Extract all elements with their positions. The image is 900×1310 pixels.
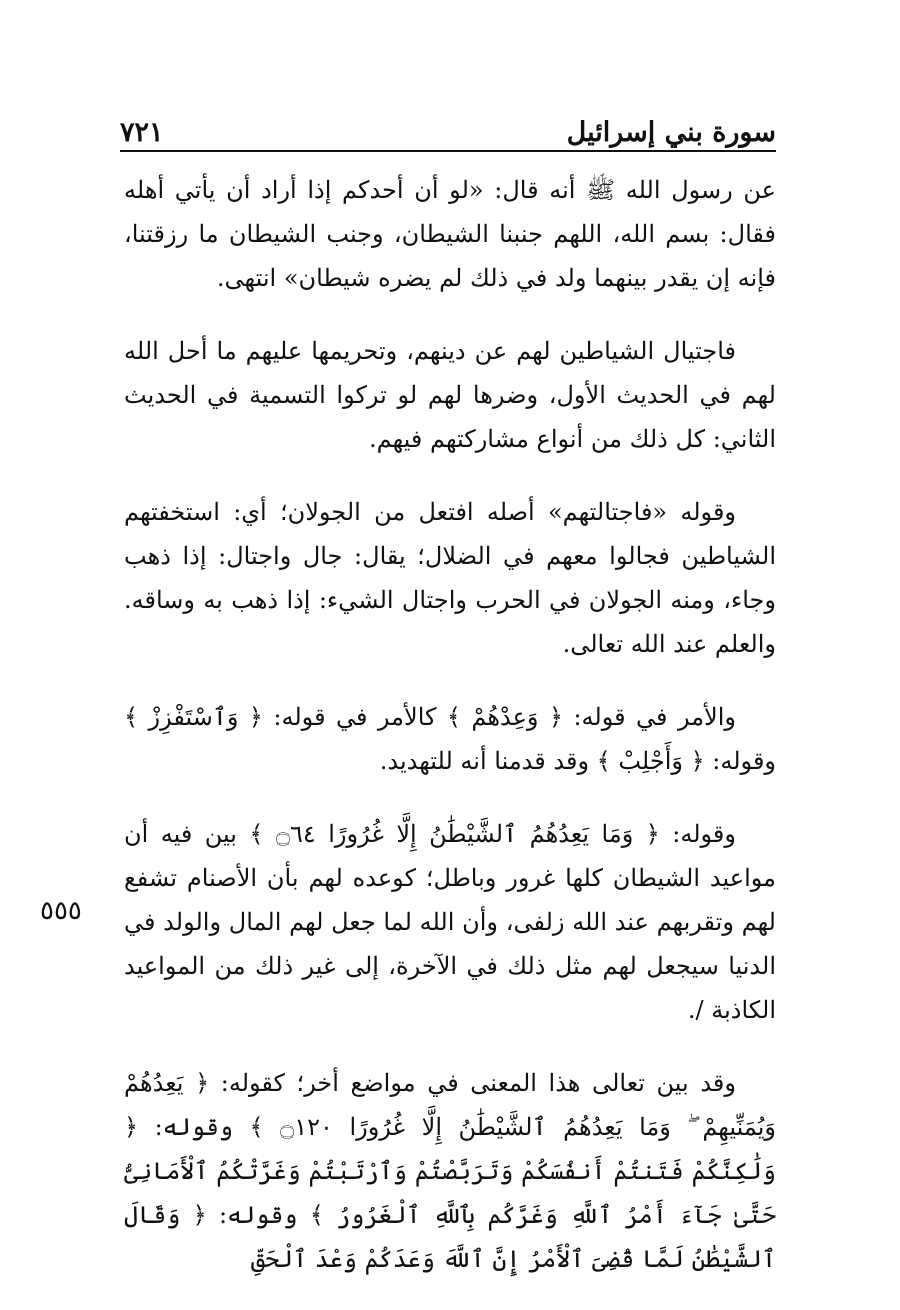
paragraph-mawaid: وقوله: ﴿ وَمَا يَعِدُهُمُ ٱلشَّيْطَٰنُ إِلَّا غُرُورًا ۝٦٤ ﴾ بين فيه أن مواعيد الشيطان كلها غرور وباطل؛ كوعده لهم بأن الأصنام تشفع لهم وتقربهم عند الله زلفى، وأن الله لما جعل لهم المال والولد في الدنيا سيجعل لهم مثل ذلك في الآخرة، إلى غير ذلك من المواعيد الكاذبة /. [124,820,776,1024]
body-text [124,168,776,1310]
page-number: ٧٢١ [120,117,164,148]
paragraph-ijtiyal: فاجتيال الشياطين لهم عن دينهم، وتحريمها عليهم ما أحل الله لهم في الحديث الأول، وضرها لهم لو تركوا التسمية في الحديث الثاني: كل ذلك من أنواع مشاركتهم فيهم. [124,337,776,453]
margin-page-reference: ٥٥٥ [40,896,82,926]
paragraph-amr-tahdid: والأمر في قوله: ﴿ وَعِدْهُمْ ﴾ كالأمر في قوله: ﴿ وَٱسْتَفْزِزْ ﴾ وقوله: ﴿ وَأَجْلِبْ ﴾ وقد قدمنا أنه للتهديد. [124,703,776,775]
paragraph-hadith: عن رسول الله ﷺ أنه قال: «لو أن أحدكم إذا أراد أن يأتي أهله فقال: بسم الله، اللهم جنبنا الشيطان، وجنب الشيطان ما رزقتنا، فإنه إن يقدر بينهما ولد في ذلك لم يضره شيطان» انتهى. [124,176,776,292]
paragraph-ijtalathum: وقوله «فاجتالتهم» أصله افتعل من الجولان؛ أي: استخفتهم الشياطين فجالوا معهم في الضلال؛ يقال: جال واجتال: إذا ذهب وجاء، ومنه الجولان في الحرب واجتال الشيء: إذا ذهب به وساقه. والعلم عند الله تعالى. [124,498,776,658]
surah-title: سورة بني إسرائيل [566,117,776,148]
page-header [120,98,776,152]
paragraph-other-verses: وقد بين تعالى هذا المعنى في مواضع أخر؛ كقوله: ﴿ يَعِدُهُمْ وَيُمَنِّيهِمْ ۖ وَمَا يَعِدُهُمُ ٱلشَّيْطَٰنُ إِلَّا غُرُورًا ۝١٢٠ ﴾ وقوله: ﴿ وَلَٰكِنَّكُمْ فَتَنتُمْ أَنفُسَكُمْ وَتَرَبَّصْتُمْ وَٱرْتَبْتُمْ وَغَرَّتْكُمُ ٱلْأَمَانِىُّ حَتَّىٰ جَآءَ أَمْرُ ٱللَّهِ وَغَرَّكُم بِٱللَّهِ ٱلْغَرُورُ ﴾ وقوله: ﴿ وَقَالَ ٱلشَّيْطَٰنُ لَمَّا قُضِىَ ٱلْأَمْرُ إِنَّ ٱللَّهَ وَعَدَكُمْ وَعْدَ ٱلْحَقِّ [124,1069,777,1273]
